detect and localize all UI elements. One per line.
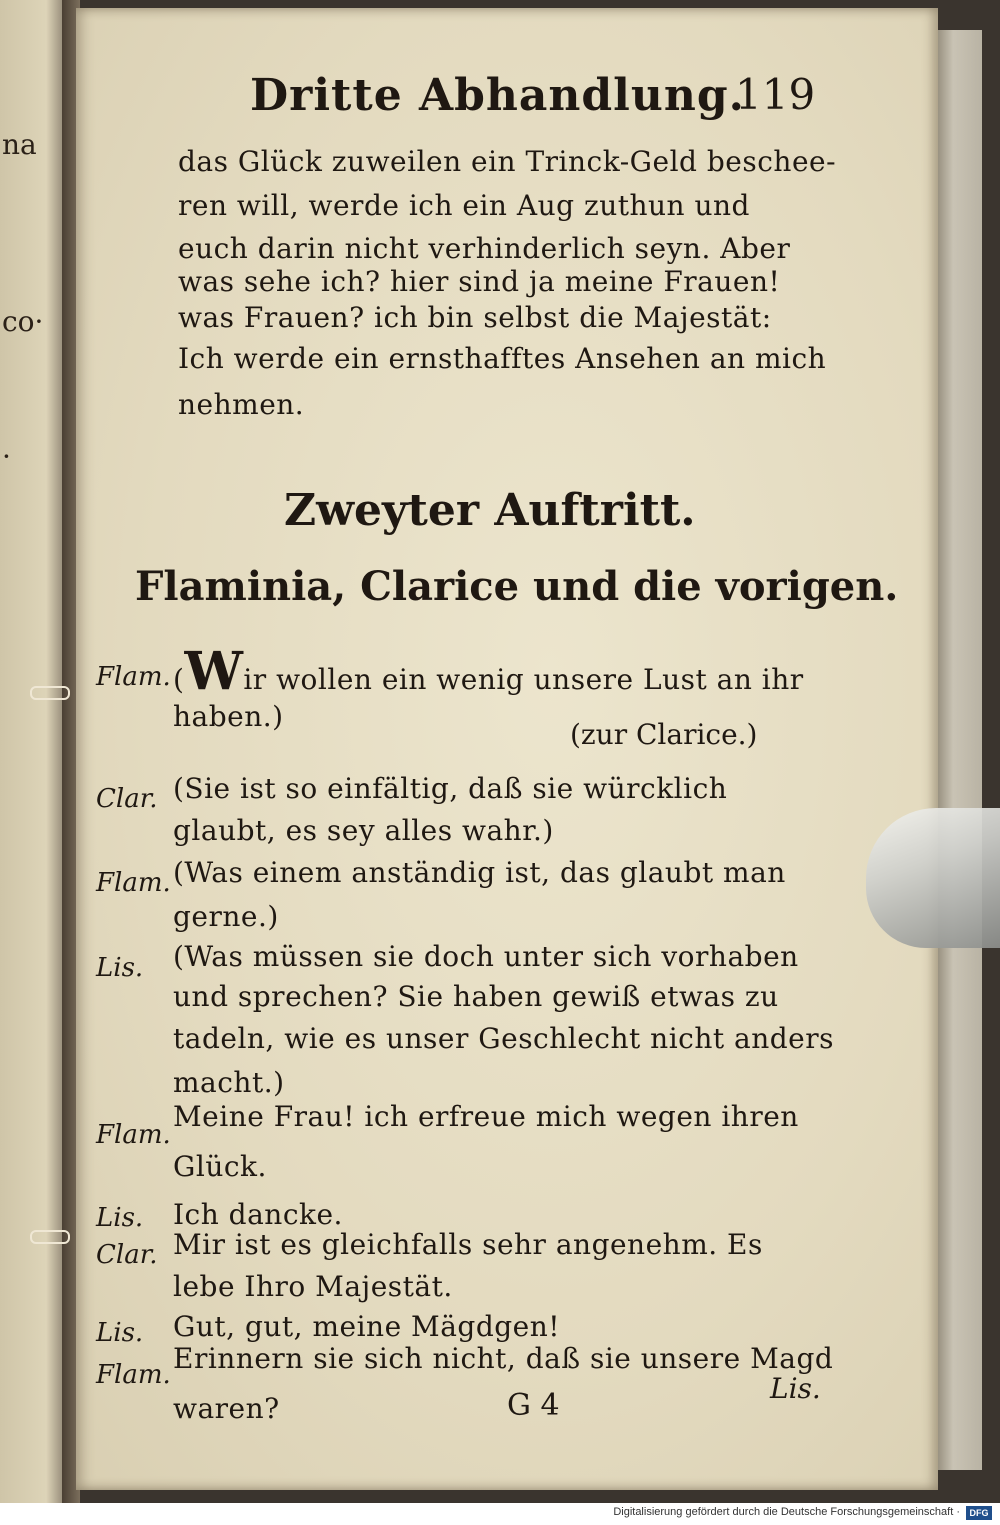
- page-number: 119: [735, 70, 816, 119]
- speech-line: (Sie ist so einfältig, daß sie würcklich: [173, 772, 728, 805]
- text-line: euch darin nicht verhinderlich seyn. Aber: [178, 232, 791, 265]
- book-page: [76, 8, 938, 1490]
- catchword: Lis.: [770, 1372, 821, 1405]
- speech-line: waren?: [173, 1392, 280, 1425]
- open-paren: (: [173, 663, 185, 696]
- speaker-label: Clar.: [96, 1240, 158, 1270]
- speech-line: macht.): [173, 1066, 285, 1099]
- signature-mark: G 4: [507, 1388, 560, 1423]
- speech-line: (Was müssen sie doch unter sich vorhaben: [173, 940, 799, 973]
- speech-line: haben.): [173, 700, 284, 733]
- speaker-label: Flam.: [96, 1360, 171, 1390]
- speech-line: [173, 641, 804, 702]
- speech-line: gerne.): [173, 900, 279, 933]
- speaker-label: Flam.: [96, 1120, 171, 1150]
- left-facing-page: [0, 0, 66, 1525]
- speech-line: Ich dancke.: [173, 1198, 343, 1231]
- speaker-label: Clar.: [96, 784, 158, 814]
- speaker-label: Flam.: [96, 868, 171, 898]
- speaker-label: Lis.: [96, 1318, 144, 1348]
- speech-line: glaubt, es sey alles wahr.): [173, 814, 554, 847]
- page-clip: [866, 808, 1000, 948]
- text-line: was Frauen? ich bin selbst die Majestät:: [178, 301, 772, 334]
- text-line: Ich werde ein ernsthafftes Ansehen an mich: [178, 342, 827, 375]
- text-line: das Glück zuweilen ein Trinck-Geld beschee-: [178, 145, 837, 178]
- speech-line: (Was einem anständig ist, das glaubt man: [173, 856, 786, 889]
- scene-title: Zweyter Auftritt.: [284, 485, 696, 536]
- text-line: nehmen.: [178, 388, 305, 421]
- speech-line: Gut, gut, meine Mägdgen!: [173, 1310, 561, 1343]
- speech-line: Erinnern sie sich nicht, daß sie unsere Magd: [173, 1342, 834, 1375]
- drop-cap: W: [184, 641, 244, 702]
- speaker-label: Lis.: [96, 953, 144, 983]
- speech-line: lebe Ihro Majestät.: [173, 1270, 453, 1303]
- text-line: was sehe ich? hier sind ja meine Frauen!: [178, 265, 781, 298]
- binding-stitch: [30, 1230, 70, 1244]
- speech-line: Mir ist es gleichfalls sehr angenehm. Es: [173, 1228, 763, 1261]
- speaker-label: Lis.: [96, 1203, 144, 1233]
- character-list: Flaminia, Clarice und die vorigen.: [135, 563, 899, 610]
- speech-text: ir wollen ein wenig unsere Lust an ihr: [243, 663, 804, 696]
- stage-direction: (zur Clarice.): [570, 718, 758, 751]
- left-page-fragment: co·: [2, 305, 44, 338]
- running-header: Dritte Abhandlung.: [250, 70, 745, 121]
- speech-line: Glück.: [173, 1150, 267, 1183]
- speaker-label: Flam.: [96, 662, 171, 692]
- speech-line: und sprechen? Sie haben gewiß etwas zu: [173, 980, 779, 1013]
- credit-text: Digitalisierung gefördert durch die Deutsche Forschungsgemeinschaft ·: [613, 1506, 960, 1518]
- left-page-fragment: ·: [2, 440, 11, 473]
- speech-line: Meine Frau! ich erfreue mich wegen ihren: [173, 1100, 799, 1133]
- left-page-fragment: na: [2, 128, 37, 161]
- page-edges: [934, 30, 982, 1470]
- dfg-logo: DFG: [966, 1506, 992, 1520]
- binding-stitch: [30, 686, 70, 700]
- speech-line: tadeln, wie es unser Geschlecht nicht anders: [173, 1022, 834, 1055]
- text-line: ren will, werde ich ein Aug zuthun und: [178, 189, 750, 222]
